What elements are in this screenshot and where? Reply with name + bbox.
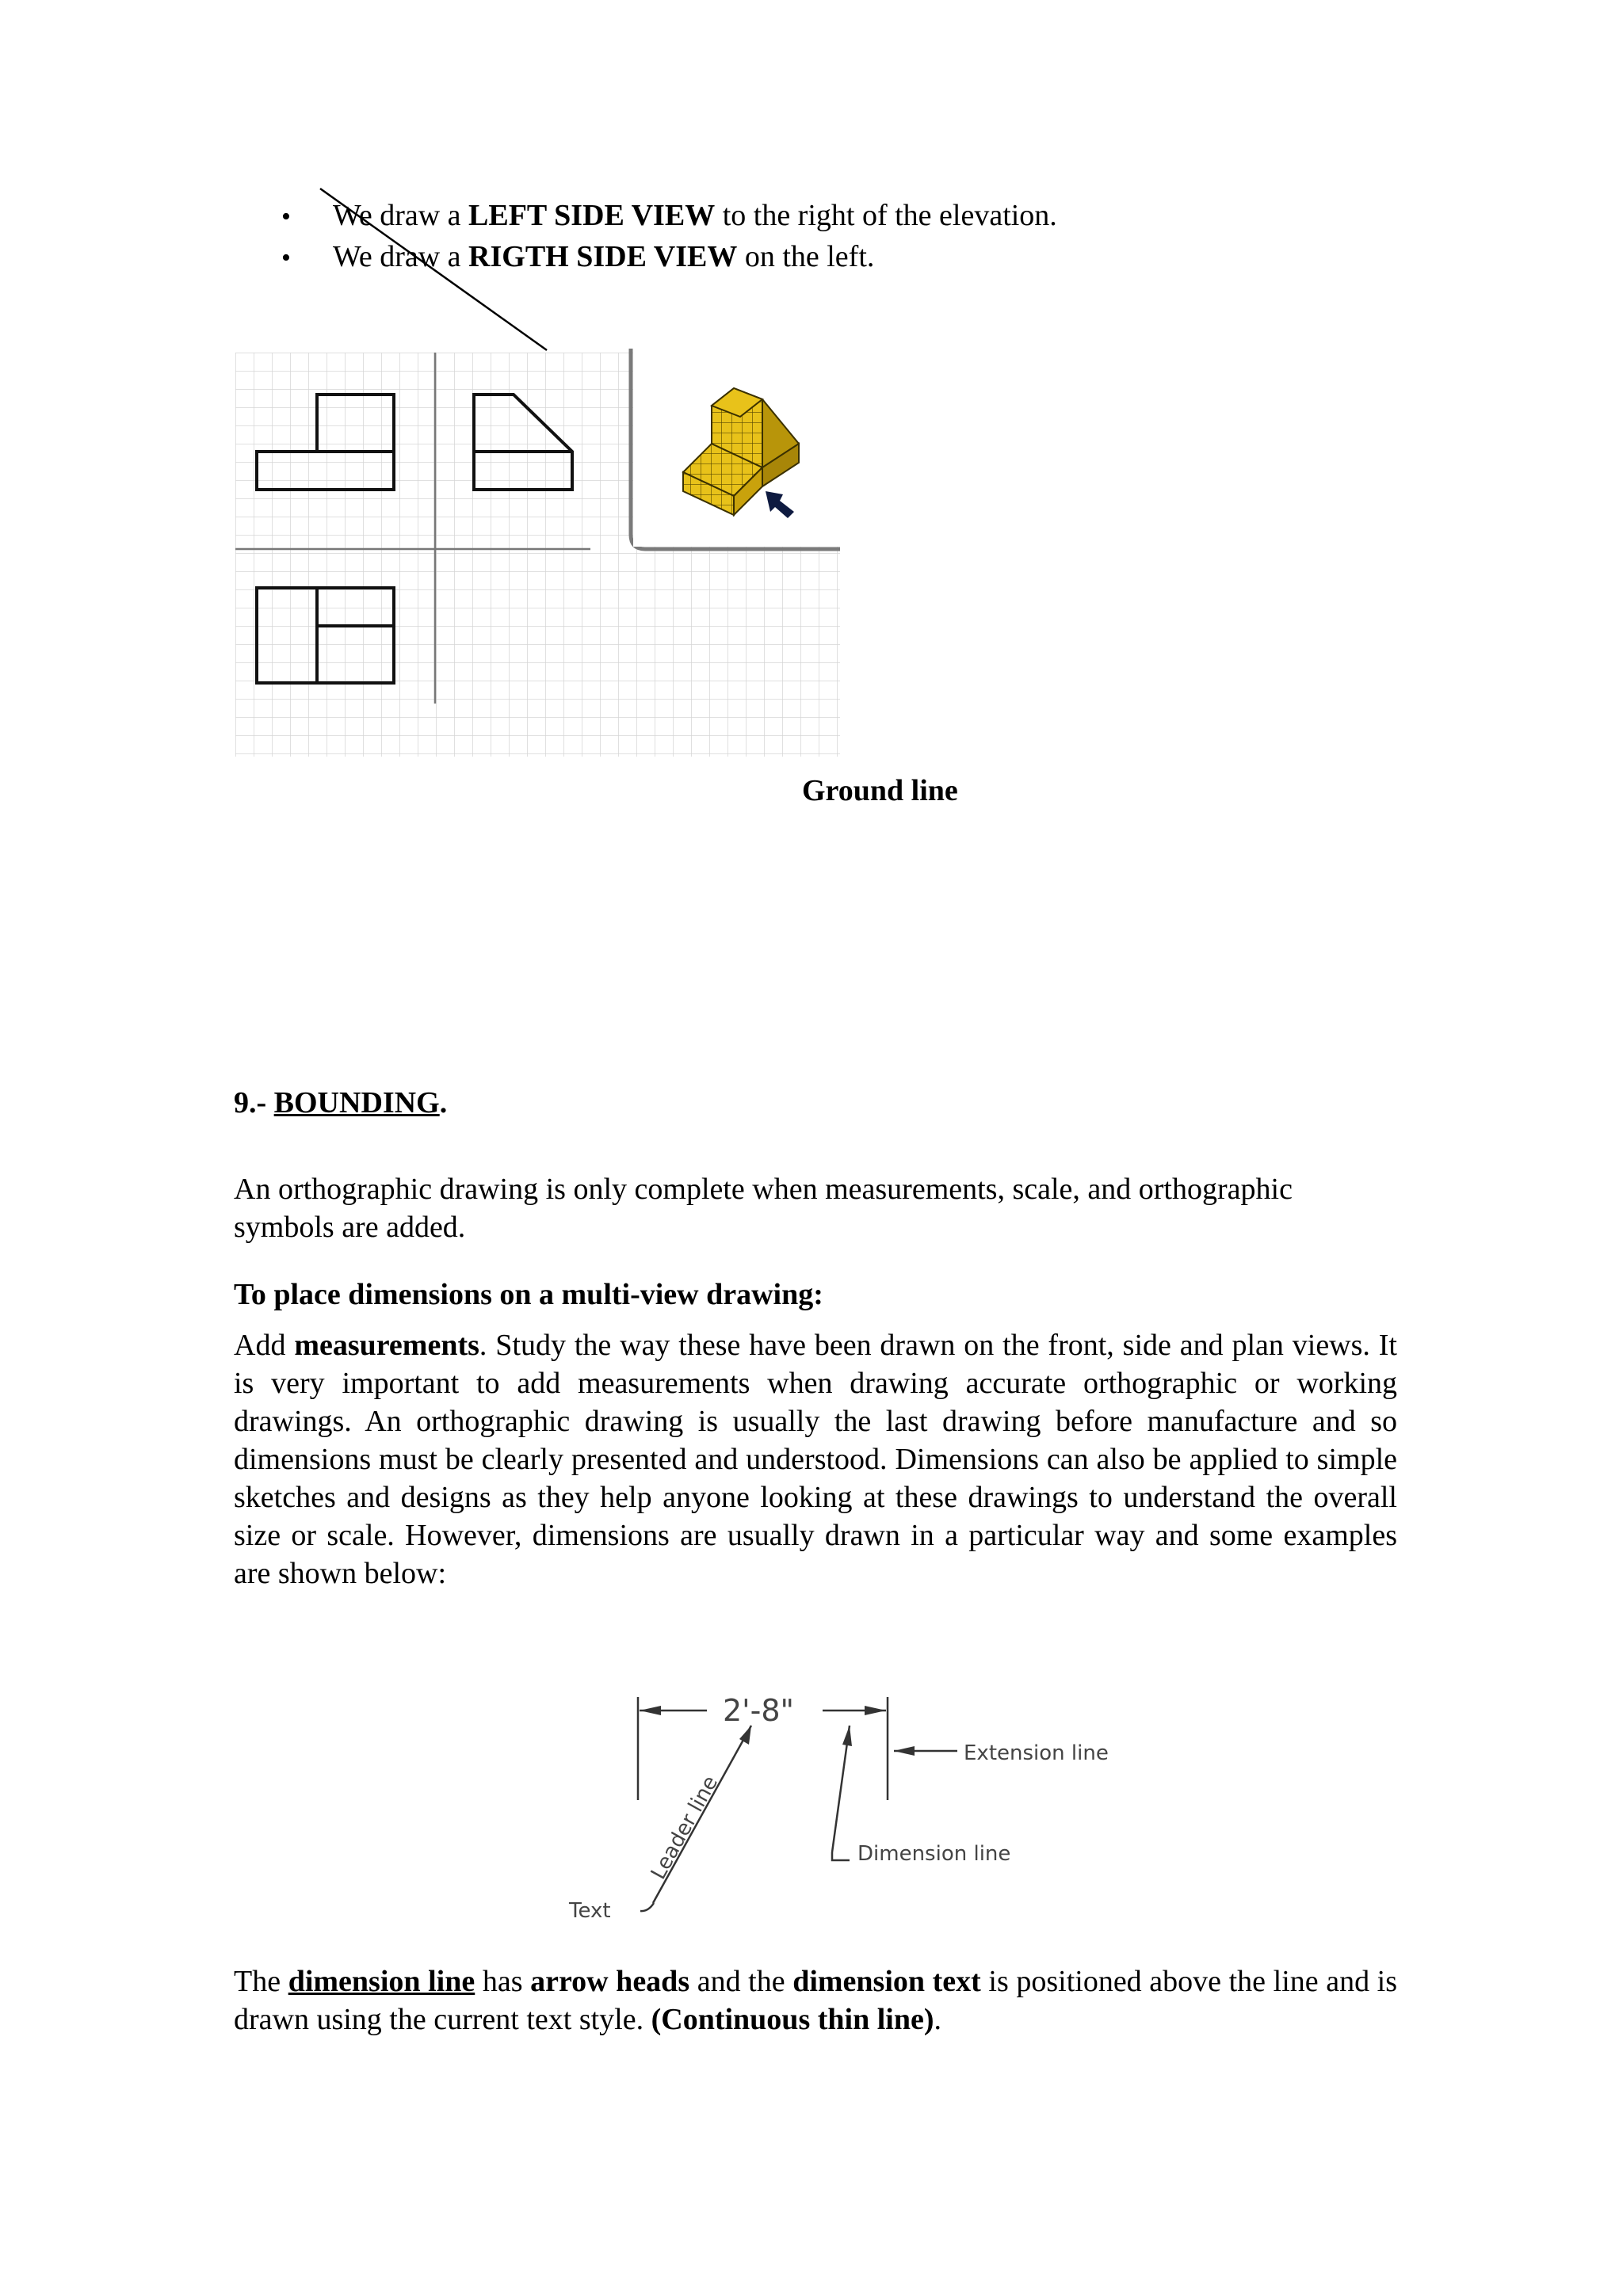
text-label: Text (569, 1899, 611, 1923)
orthographic-views-figure (0, 0, 1623, 792)
extension-label: Extension line (964, 1741, 1109, 1765)
dimension-label: Dimension line (857, 1842, 1011, 1866)
bullet-icon: • (281, 202, 291, 231)
bullet-text: We draw a LEFT SIDE VIEW to the right of the elevation. (333, 199, 1057, 232)
section-heading: 9.- BOUNDING. (234, 1086, 448, 1119)
figure-caption: Ground line (802, 774, 958, 807)
arrow-head-left (640, 1706, 661, 1715)
arrow-head-extension (894, 1746, 915, 1756)
arrow-head-leader (739, 1726, 751, 1745)
dimension-diagram (0, 1664, 1623, 1933)
arrow-head-right (865, 1706, 886, 1715)
arrow-head-dimension (842, 1726, 852, 1746)
bullet-icon: • (281, 243, 291, 273)
intro-paragraph: An orthographic drawing is only complete when measurements, scale, and orthographic symbols are added. (234, 1173, 1293, 1244)
subheading: To place dimensions on a multi-view drawing: (234, 1278, 823, 1311)
leader-label: Leader line (646, 1772, 724, 1884)
diagonal-line (320, 189, 547, 350)
dimension-value: 2'-8" (723, 1693, 794, 1728)
bullet-text: We draw a RIGTH SIDE VIEW on the left. (333, 240, 875, 273)
body-paragraph: Add measurements. Study the way these have been drawn on the front, side and plan views. It is very important to add measurements when drawing accurate orthographic or working drawings. An orthographic drawing is usually the last drawing before manufacture and so dimensions must be clearly presented and understood. Dimensions can also be applied to simple sketches and designs as they help anyone looking at these drawings to understand the overall size or scale. However, dimensions are usually drawn in a particular way and some examples are shown below: (234, 1329, 1397, 1590)
closing-paragraph: The dimension line has arrow heads and the dimension text is positioned above the line and is drawn using the current text style. (Continuous thin line). (234, 1965, 1398, 2036)
